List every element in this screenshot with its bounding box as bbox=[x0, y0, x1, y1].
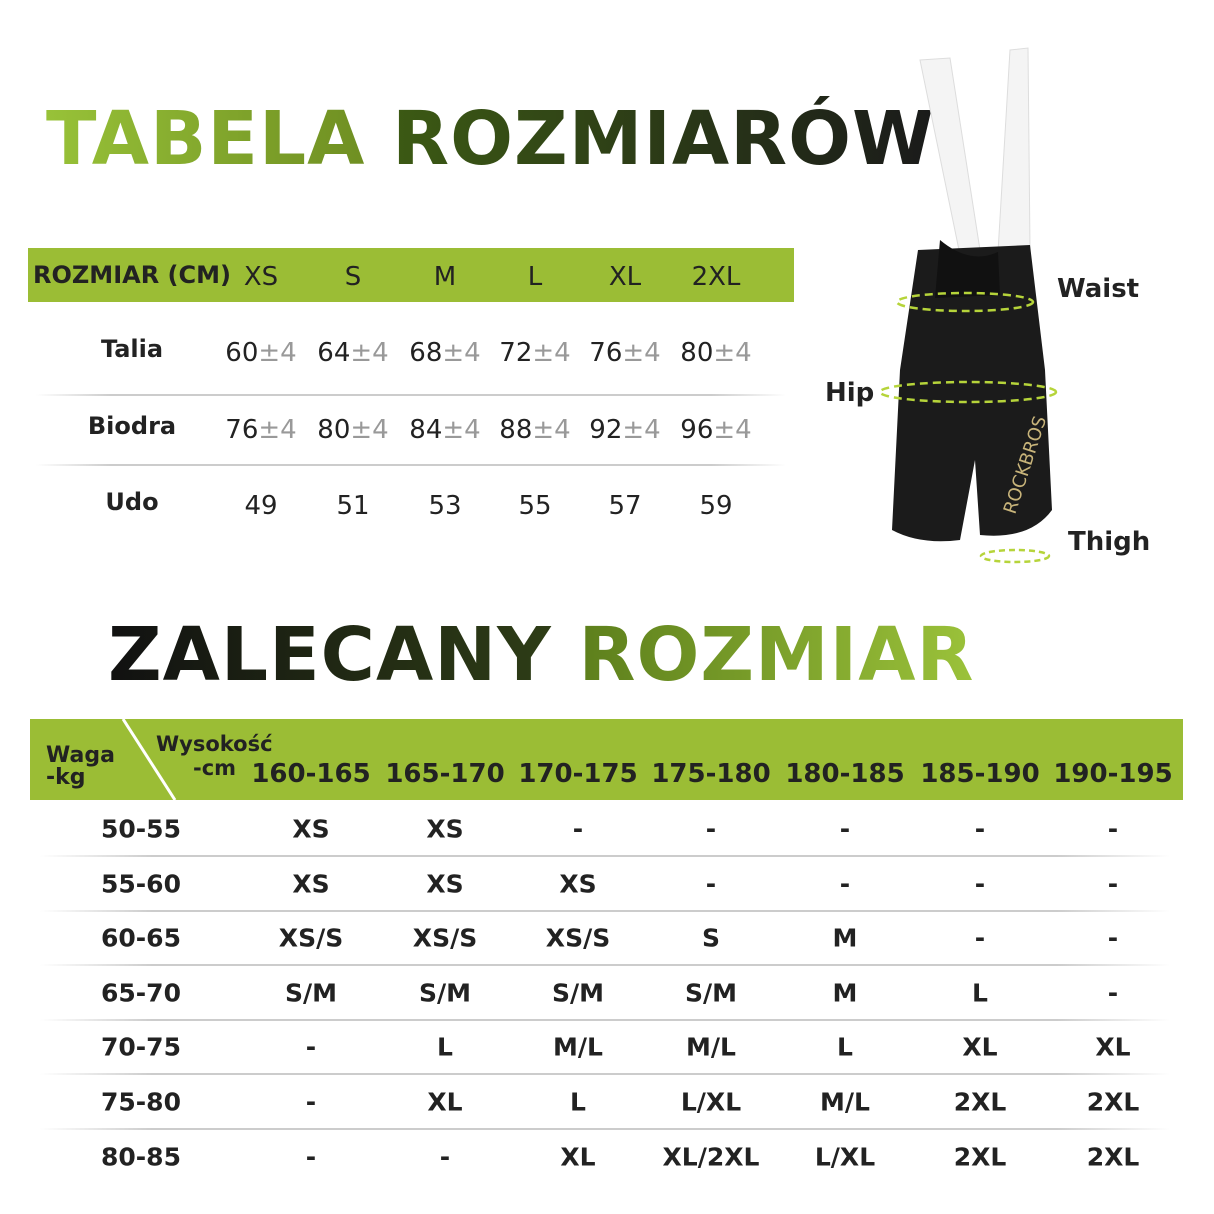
title-part: TABELA bbox=[46, 96, 366, 182]
tolerance: ±4 bbox=[713, 415, 752, 445]
tolerance: ±4 bbox=[258, 415, 297, 445]
recommended-size-cell: - bbox=[305, 1032, 317, 1062]
measurement-value: 68 bbox=[409, 338, 443, 368]
recommended-size-cell: 2XL bbox=[953, 1087, 1007, 1117]
measurement-cell bbox=[608, 491, 641, 521]
height-column-header: 175-180 bbox=[651, 759, 771, 789]
height-column-header: 180-185 bbox=[785, 759, 905, 789]
hip-label: Hip bbox=[825, 378, 875, 408]
recommended-size-cell: XL/2XL bbox=[662, 1142, 760, 1172]
recommended-size-cell: S/M bbox=[684, 978, 738, 1008]
weight-header bbox=[46, 745, 115, 789]
weight-row-label: 80-85 bbox=[101, 1142, 181, 1172]
recommended-size-cell: - bbox=[974, 923, 986, 953]
recommended-size-cell: - bbox=[1107, 814, 1119, 844]
divider bbox=[40, 964, 1170, 966]
measurement-value: 60 bbox=[225, 338, 259, 368]
weight-header-line: Waga bbox=[46, 743, 115, 768]
title-part: ZALECANY bbox=[108, 612, 552, 698]
recommended-size-cell: XL bbox=[560, 1142, 596, 1172]
height-column-header: 190-195 bbox=[1053, 759, 1173, 789]
bib-shorts-illustration bbox=[880, 40, 1080, 570]
height-column-header: 170-175 bbox=[518, 759, 638, 789]
measurement-cell bbox=[409, 415, 480, 445]
tolerance: ±4 bbox=[258, 338, 297, 368]
measurement-cell bbox=[499, 415, 570, 445]
measurement-cell bbox=[244, 491, 277, 521]
measurement-cell bbox=[336, 491, 369, 521]
recommended-size-cell: - bbox=[705, 814, 717, 844]
measurement-value: 55 bbox=[518, 491, 552, 521]
measurement-value: 64 bbox=[317, 338, 351, 368]
recommended-size-cell: S bbox=[701, 923, 721, 953]
measurement-value: 80 bbox=[317, 415, 351, 445]
recommended-size-cell: L/XL bbox=[814, 1142, 876, 1172]
measurement-cell bbox=[680, 415, 751, 445]
brand-logo: ROCKBROS bbox=[999, 413, 1052, 517]
recommended-size-cell: M/L bbox=[686, 1032, 736, 1062]
divider bbox=[36, 394, 786, 396]
title-part: ROZMIARÓW bbox=[392, 96, 935, 182]
row-label: Biodra bbox=[87, 412, 177, 440]
divider bbox=[36, 464, 786, 466]
recommended-size-cell: - bbox=[439, 1142, 451, 1172]
row-label: Udo bbox=[105, 488, 159, 516]
recommended-size-cell: - bbox=[305, 1087, 317, 1117]
divider bbox=[40, 910, 1170, 912]
height-column-header: 160-165 bbox=[251, 759, 371, 789]
recommended-size-cell: M/L bbox=[820, 1087, 870, 1117]
tolerance: ±4 bbox=[350, 338, 389, 368]
recommended-size-cell: 2XL bbox=[1086, 1087, 1140, 1117]
recommended-size-cell: XL bbox=[427, 1087, 463, 1117]
measurement-cell bbox=[518, 491, 551, 521]
weight-row-label: 70-75 bbox=[101, 1032, 181, 1062]
measurement-value: 57 bbox=[608, 491, 642, 521]
weight-row-label: 65-70 bbox=[101, 978, 181, 1008]
recommended-size-cell: S/M bbox=[284, 978, 338, 1008]
measurement-cell bbox=[589, 338, 660, 368]
recommended-size-cell: XS/S bbox=[412, 923, 478, 953]
recommended-size-cell: XS/S bbox=[545, 923, 611, 953]
recommended-size-cell: - bbox=[572, 814, 584, 844]
measurement-cell bbox=[589, 415, 660, 445]
measurement-cell bbox=[680, 338, 751, 368]
measurement-value: 59 bbox=[699, 491, 733, 521]
tolerance: ±4 bbox=[532, 415, 571, 445]
recommended-size-cell: XL bbox=[962, 1032, 998, 1062]
tolerance: ±4 bbox=[713, 338, 752, 368]
height-header: Wysokość bbox=[156, 732, 273, 756]
tolerance: ±4 bbox=[622, 415, 661, 445]
tolerance: ±4 bbox=[622, 338, 661, 368]
divider bbox=[40, 855, 1170, 857]
size-column-header: XL bbox=[608, 262, 642, 292]
weight-header-line: -kg bbox=[46, 765, 86, 790]
recommended-size-cell: XL bbox=[1095, 1032, 1131, 1062]
recommended-size-cell: XS bbox=[559, 869, 597, 899]
divider bbox=[40, 1073, 1170, 1075]
recommended-size-cell: - bbox=[1107, 869, 1119, 899]
size-column-header: XS bbox=[243, 262, 279, 292]
tolerance: ±4 bbox=[442, 338, 481, 368]
measurement-value: 92 bbox=[589, 415, 623, 445]
recommended-size-cell: L bbox=[837, 1032, 853, 1062]
recommended-size-cell: 2XL bbox=[953, 1142, 1007, 1172]
measurement-cell bbox=[699, 491, 732, 521]
recommended-size-cell: 2XL bbox=[1086, 1142, 1140, 1172]
measurement-value: 80 bbox=[680, 338, 714, 368]
size-table-title bbox=[46, 96, 935, 182]
recommended-size-cell: M/L bbox=[553, 1032, 603, 1062]
weight-row-label: 75-80 bbox=[101, 1087, 181, 1117]
size-column-header: M bbox=[433, 262, 457, 292]
measurement-cell bbox=[428, 491, 461, 521]
recommended-size-cell: XS bbox=[426, 869, 464, 899]
tolerance: ±4 bbox=[350, 415, 389, 445]
measurement-value: 84 bbox=[409, 415, 443, 445]
measurement-value: 72 bbox=[499, 338, 533, 368]
recommended-size-cell: L bbox=[570, 1087, 586, 1117]
recommended-size-cell: - bbox=[974, 814, 986, 844]
recommended-size-cell: L/XL bbox=[680, 1087, 742, 1117]
measurement-value: 51 bbox=[336, 491, 370, 521]
recommended-size-cell: - bbox=[1107, 978, 1119, 1008]
recommended-size-title bbox=[108, 612, 974, 698]
recommended-size-cell: - bbox=[839, 814, 851, 844]
recommended-size-cell: - bbox=[705, 869, 717, 899]
tolerance: ±4 bbox=[532, 338, 571, 368]
divider bbox=[40, 1128, 1170, 1130]
measurement-cell bbox=[499, 338, 570, 368]
header-size-label: ROZMIAR (CM) bbox=[33, 261, 231, 289]
size-column-header: 2XL bbox=[691, 262, 741, 292]
recommended-size-cell: - bbox=[839, 869, 851, 899]
measurement-cell bbox=[225, 415, 296, 445]
recommended-size-cell: XS bbox=[426, 814, 464, 844]
measurement-cell bbox=[317, 415, 388, 445]
measurement-value: 49 bbox=[244, 491, 278, 521]
measurement-value: 76 bbox=[589, 338, 623, 368]
measurement-value: 53 bbox=[428, 491, 462, 521]
recommended-size-cell: XS bbox=[292, 869, 330, 899]
recommended-size-cell: S/M bbox=[418, 978, 472, 1008]
waist-label: Waist bbox=[1057, 274, 1140, 304]
height-column-header: 185-190 bbox=[920, 759, 1040, 789]
recommended-size-cell: L bbox=[972, 978, 988, 1008]
size-column-header: L bbox=[527, 262, 543, 292]
size-column-header: S bbox=[344, 262, 362, 292]
recommended-size-cell: - bbox=[974, 869, 986, 899]
recommended-size-cell: XS bbox=[292, 814, 330, 844]
thigh-label: Thigh bbox=[1068, 527, 1151, 557]
recommended-size-cell: M bbox=[832, 978, 858, 1008]
title-part: ROZMIAR bbox=[578, 612, 975, 698]
row-label: Talia bbox=[100, 335, 164, 363]
measurement-value: 88 bbox=[499, 415, 533, 445]
measurement-cell bbox=[317, 338, 388, 368]
recommended-size-cell: - bbox=[305, 1142, 317, 1172]
recommended-size-cell: - bbox=[1107, 923, 1119, 953]
height-unit: -cm bbox=[193, 756, 237, 780]
recommended-size-cell: M bbox=[832, 923, 858, 953]
measurement-value: 76 bbox=[225, 415, 259, 445]
recommended-size-cell: XS/S bbox=[278, 923, 344, 953]
recommended-size-cell: L bbox=[437, 1032, 453, 1062]
recommended-size-cell: S/M bbox=[551, 978, 605, 1008]
measurement-value: 96 bbox=[680, 415, 714, 445]
weight-row-label: 60-65 bbox=[101, 923, 181, 953]
measurement-cell bbox=[225, 338, 296, 368]
tolerance: ±4 bbox=[442, 415, 481, 445]
weight-row-label: 50-55 bbox=[101, 814, 181, 844]
divider bbox=[40, 1019, 1170, 1021]
measurement-cell bbox=[409, 338, 480, 368]
weight-row-label: 55-60 bbox=[101, 869, 181, 899]
height-column-header: 165-170 bbox=[385, 759, 505, 789]
